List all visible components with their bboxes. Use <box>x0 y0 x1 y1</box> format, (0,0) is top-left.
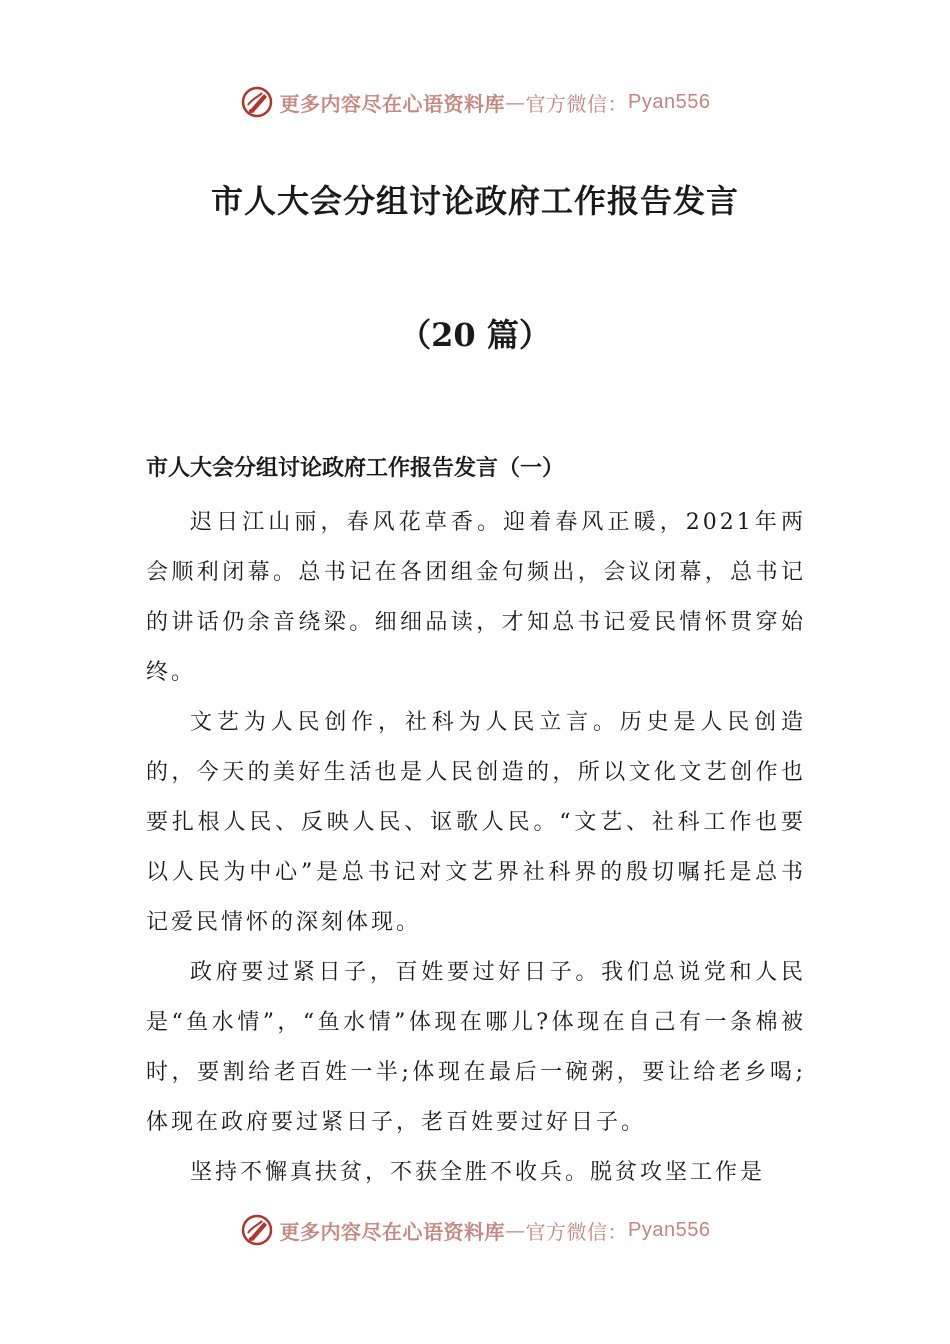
paragraph: 迟日江山丽，春风花草香。迎着春风正暖，2021年两会顺利闭幕。总书记在各团组金句频出，会议闭幕，总书记的讲话仍余音绕梁。细细品读，才知总书记爱民情怀贯穿始终。 <box>146 510 806 685</box>
banner-brand: 更多内容尽在心语资料库 <box>279 1219 506 1244</box>
banner-separator: — <box>505 1218 526 1242</box>
body-text <box>146 498 806 1198</box>
banner-separator: — <box>505 90 526 114</box>
section-heading: 市人大会分组讨论政府工作报告发言（一） <box>146 455 565 481</box>
banner-handle: Pyan556 <box>628 90 711 113</box>
pen-logo-icon <box>240 1213 274 1247</box>
paragraph: 文艺为人民创作，社科为人民立言。历史是人民创造的，今天的美好生活也是人民创造的，所以文化文艺创作也要扎根人民、反映人民、讴歌人民。“文艺、社科工作也要以人民为中心”是总书记对文艺界社科界的殷切嘱托是总书记爱民情怀的深刻体现。 <box>146 710 806 935</box>
document-subtitle: （20 篇） <box>399 316 551 354</box>
paragraph: 政府要过紧日子，百姓要过好日子。我们总说党和人民是“鱼水情”，“鱼水情”体现在哪儿?体现在自己有一条棉被时，要割给老百姓一半;体现在最后一碗粥，要让给老乡喝;体现在政府要过紧日子，老百姓要过好日子。 <box>146 960 806 1135</box>
banner-label: 官方微信： <box>525 1219 629 1244</box>
header-banner <box>0 82 950 122</box>
banner-handle: Pyan556 <box>628 1218 711 1241</box>
paragraph: 坚持不懈真扶贫，不获全胜不收兵。脱贫攻坚工作是 <box>190 1160 766 1185</box>
document-title: 市人大会分组讨论政府工作报告发言 <box>210 182 739 220</box>
banner-label: 官方微信： <box>525 91 629 116</box>
footer-banner <box>0 1210 950 1250</box>
banner-brand: 更多内容尽在心语资料库 <box>279 91 506 116</box>
pen-logo-icon <box>240 85 274 119</box>
